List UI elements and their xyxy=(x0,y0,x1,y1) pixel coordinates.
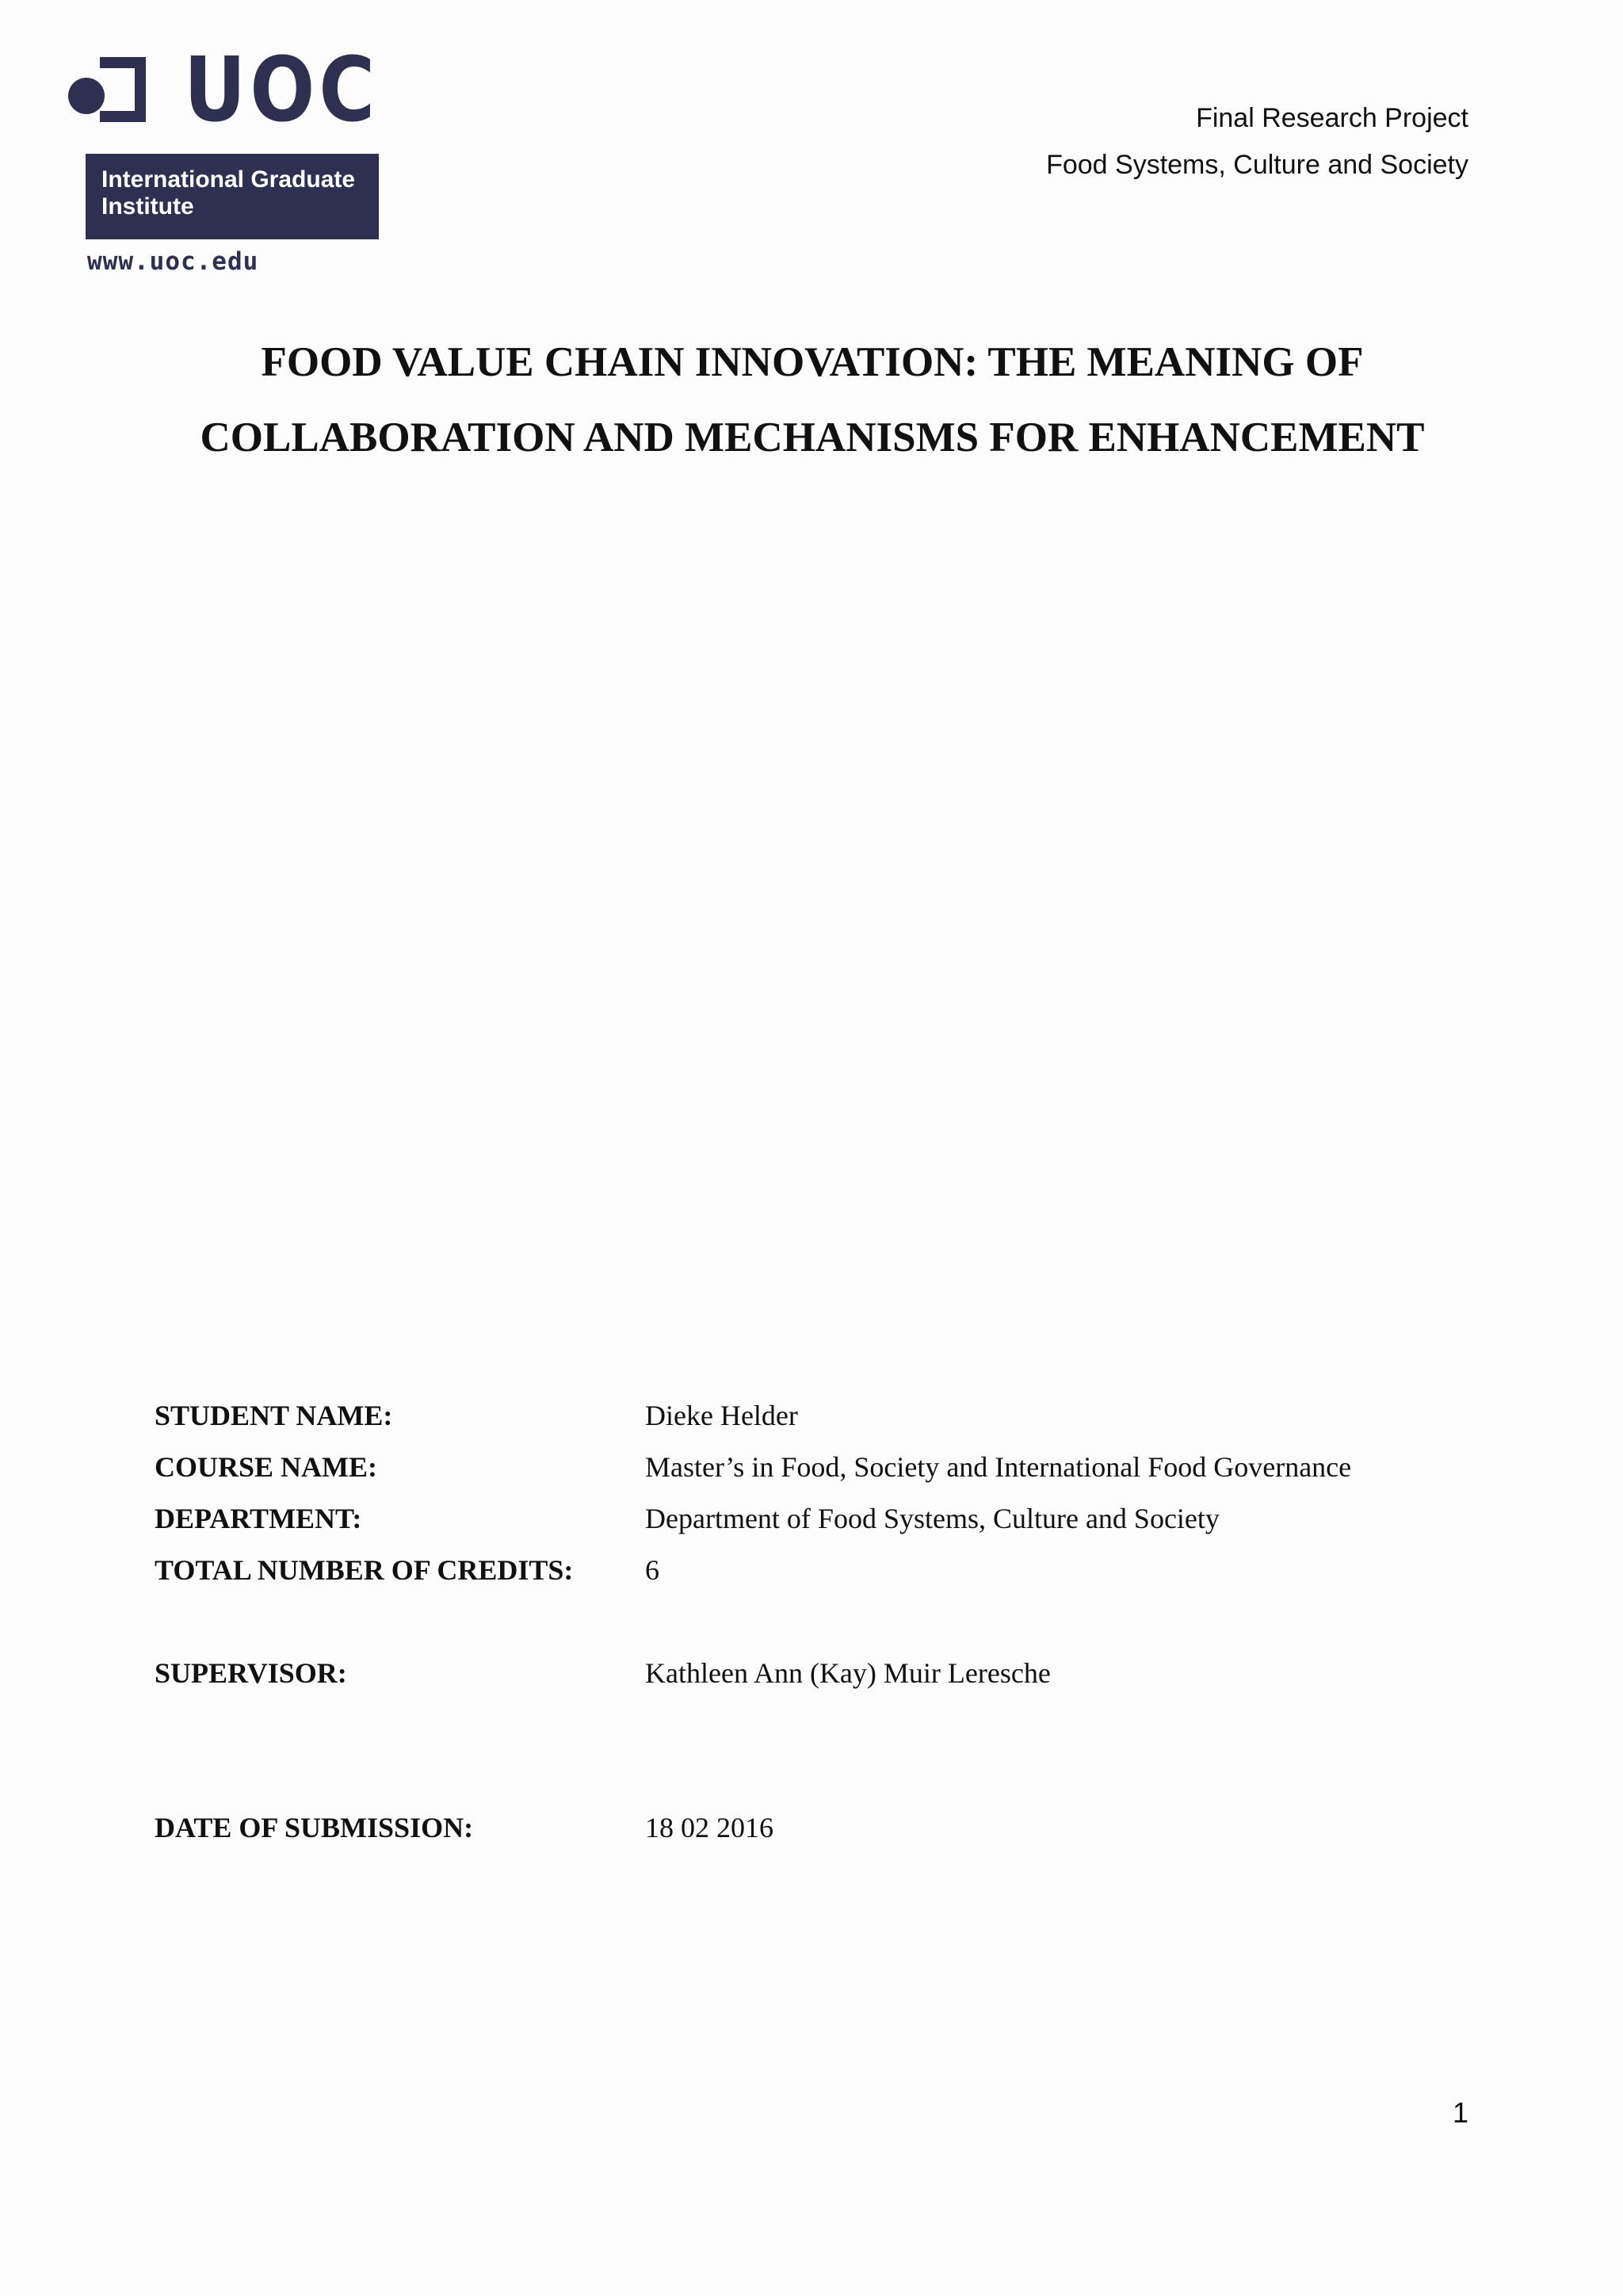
supervisor-value: Kathleen Ann (Kay) Muir Leresche xyxy=(645,1657,1051,1689)
header-project-type: Final Research Project xyxy=(1196,103,1468,133)
title-line-2: COLLABORATION AND MECHANISMS FOR ENHANCEMENT xyxy=(200,415,1425,460)
course-name-value: Master’s in Food, Society and International Food Governance xyxy=(645,1451,1352,1483)
document-title xyxy=(111,325,1514,476)
uoc-logo-mark-icon xyxy=(68,52,163,132)
submission-date-label: DATE OF SUBMISSION: xyxy=(155,1812,474,1843)
logo-wordmark: UOC xyxy=(184,39,380,142)
supervisor-label: SUPERVISOR: xyxy=(155,1657,347,1689)
department-row xyxy=(155,1502,1502,1553)
submission-details xyxy=(155,1399,1502,1862)
student-name-value: Dieke Helder xyxy=(645,1400,798,1431)
page-number: 1 xyxy=(1453,2096,1469,2129)
student-name-row xyxy=(155,1399,1502,1450)
credits-label: TOTAL NUMBER OF CREDITS: xyxy=(155,1554,574,1586)
student-name-label: STUDENT NAME: xyxy=(155,1400,393,1431)
credits-value: 6 xyxy=(645,1554,659,1586)
course-name-label: COURSE NAME: xyxy=(155,1451,378,1483)
submission-date-value: 18 02 2016 xyxy=(645,1812,773,1843)
submission-date-row xyxy=(155,1811,1502,1862)
document-header xyxy=(1046,95,1468,189)
logo-institute-line1: International Graduate xyxy=(101,166,356,193)
course-name-row xyxy=(155,1450,1502,1502)
department-value: Department of Food Systems, Culture and Society xyxy=(645,1503,1220,1534)
credits-row xyxy=(155,1553,1502,1605)
logo-url: www.uoc.edu xyxy=(87,247,259,276)
title-line-1: FOOD VALUE CHAIN INNOVATION: THE MEANING OF xyxy=(261,339,1364,385)
logo-institute-box xyxy=(86,154,379,239)
supervisor-row xyxy=(155,1656,1502,1708)
department-label: DEPARTMENT: xyxy=(155,1503,362,1534)
header-department: Food Systems, Culture and Society xyxy=(1046,150,1468,180)
logo-institute-line2: Institute xyxy=(101,193,194,220)
uoc-logo xyxy=(68,39,380,282)
